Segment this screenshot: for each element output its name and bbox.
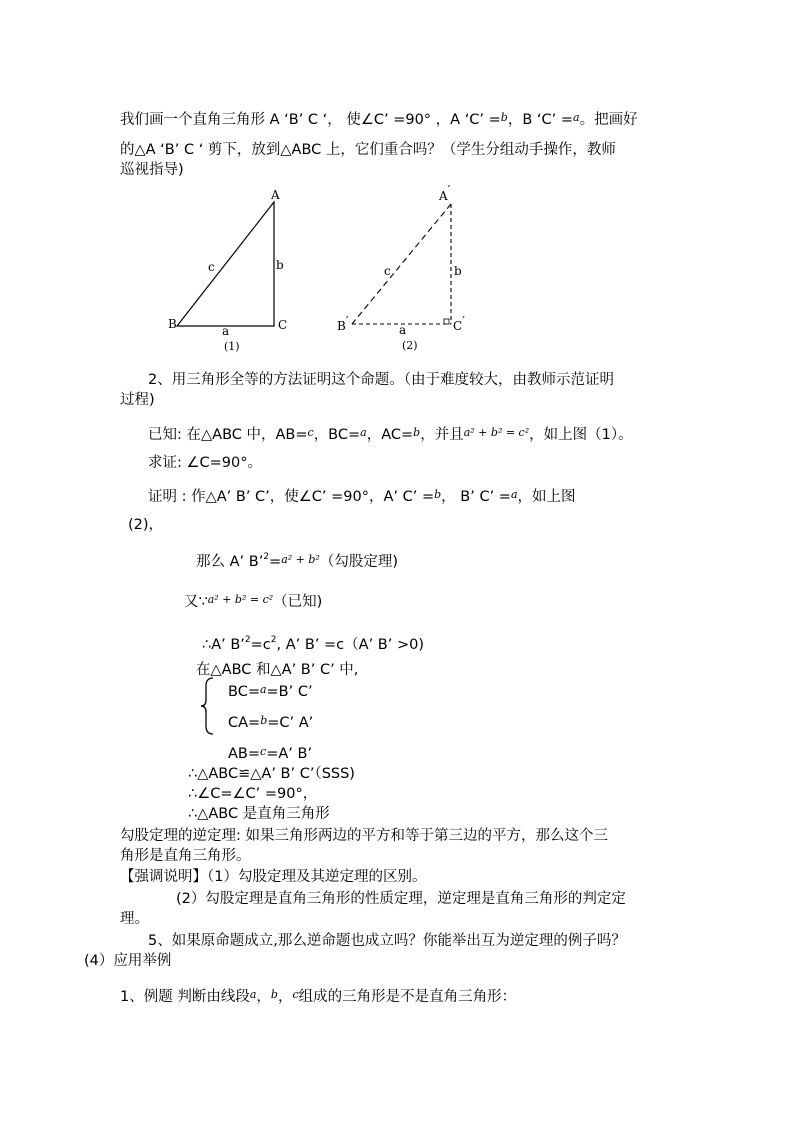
proof-line6: 在△ABC 和△A’ B’ C’ 中, xyxy=(196,662,359,678)
converse-line1: 勾股定理的逆定理: 如果三角形两边的平方和等于第三边的平方，那么这个三 xyxy=(120,828,608,844)
label-b: b xyxy=(276,258,284,272)
caption-2: (2) xyxy=(402,339,418,352)
figure-1-triangle xyxy=(162,186,302,356)
label-c: c xyxy=(208,260,215,274)
label-a: a xyxy=(399,323,407,337)
proof-line10: ∴△ABC≌△A’ B’ C’（SSS) xyxy=(188,766,355,782)
given-equation: a² + b² = c² xyxy=(463,426,530,439)
proof-line2: (2)， xyxy=(128,517,164,533)
curly-brace xyxy=(200,676,216,736)
question-5: 5、如果原命题成立,那么逆命题也成立吗？你能举出互为逆定理的例子吗？ xyxy=(148,933,626,949)
proof-line5: ∴A’ $B’^2=c^2$, A’ B’ =c（A’ B’ >0) xyxy=(202,635,424,653)
proof-line7: BC=$^a$=B’ C’ xyxy=(228,683,313,700)
figure-2-triangle xyxy=(332,182,472,357)
label-C-prime: C′ xyxy=(453,314,465,333)
label-c: c xyxy=(384,264,391,278)
proof-line1: 证明 : 作△A’ B’ C’，使∠C’ =90°，A’ C’ =$^b$， B’ C’ =$^a$，如上图 xyxy=(148,488,576,505)
proof-line3: 那么 A’ B’$^2$=$^{a^2 + b^2}$（勾股定理) xyxy=(196,552,399,570)
label-b: b xyxy=(454,264,462,278)
emphasis-line2: (2）勾股定理是直角三角形的性质定理，逆定理是直角三角形的判定定 xyxy=(176,891,626,907)
step2-line2: 过程) xyxy=(120,392,155,408)
caption-1: (1) xyxy=(224,340,240,353)
label-B: B xyxy=(168,317,177,331)
var-a: a xyxy=(573,111,580,124)
proof-line4: 又∵$^{a^2 + b^2 = c^2}$（已知) xyxy=(184,593,323,610)
converse-line2: 角形是直角三角形。 xyxy=(120,848,251,864)
given-line: 已知: 在△ABC 中，AB=$^c$，BC=$^a$，AC=$^b$，并且$^{a^2 + b^2 = c^2}$，如上图（1）。 xyxy=(148,426,633,443)
emphasis-line3: 理。 xyxy=(120,911,149,927)
prove-line: 求证: ∠C=90°。 xyxy=(148,455,262,471)
label-C: C xyxy=(278,318,288,332)
proof-line8: CA=$^b$=C’ A’ xyxy=(228,714,314,731)
proof-line12: ∴△ABC 是直角三角形 xyxy=(188,806,330,822)
var-b: b xyxy=(500,111,508,124)
para1-line1: 我们画一个直角三角形 A ‘B’ C ‘， 使∠C’ =90° ，A ‘C’ =$^b$，B ‘C’ =$^a$。把画好 xyxy=(120,111,638,128)
label-A-prime: A′ xyxy=(439,183,451,203)
para1-line3: 巡视指导) xyxy=(120,162,184,178)
label-A: A xyxy=(271,188,280,202)
example-line: 1、例题 判断由线段$^a$，$^b$，$^c$组成的三角形是不是直角三角形： xyxy=(120,988,517,1005)
emphasis-line1: 【强调说明】（1）勾股定理及其逆定理的区别。 xyxy=(120,869,427,885)
para1-line2: 的△A ‘B’ C ‘ 剪下，放到△ABC 上，它们重合吗？（学生分组动手操作，教师 xyxy=(120,142,616,158)
proof-line11: ∴∠C=∠C’ =90°， xyxy=(188,786,318,802)
proof-line9: AB=$^c$=A’ B’ xyxy=(228,745,313,762)
label-a: a xyxy=(222,324,230,338)
label-B-prime: B′ xyxy=(337,314,349,333)
section-4-heading: (4）应用举例 xyxy=(84,953,172,969)
step2-line1: 2、用三角形全等的方法证明这个命题。（由于难度较大，由教师示范证明 xyxy=(148,372,614,388)
